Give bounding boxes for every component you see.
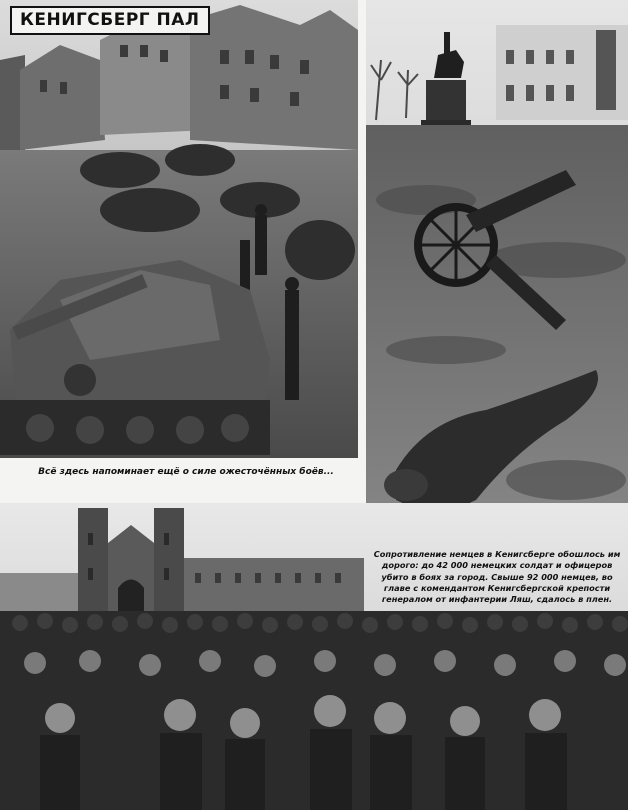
caption-left: Всё здесь напоминает ещё о силе ожесточённых боёв... [38, 467, 334, 477]
photo-ruined-street-tank [0, 0, 358, 458]
caption-right: Сопротивление немцев в Кенигсберге обошлось им дорого: до 42 000 немецких солдат и офицеров убито в боях за город. Свыше 92 000 немцев, во главе с комендантом Кенигсбергской крепости генералом от инфантерии Ляш, сдалось в плен. [373, 549, 621, 605]
page-title: КЕНИГСБЕРГ ПАЛ [10, 6, 210, 35]
photo-statue-field-gun [366, 0, 628, 548]
